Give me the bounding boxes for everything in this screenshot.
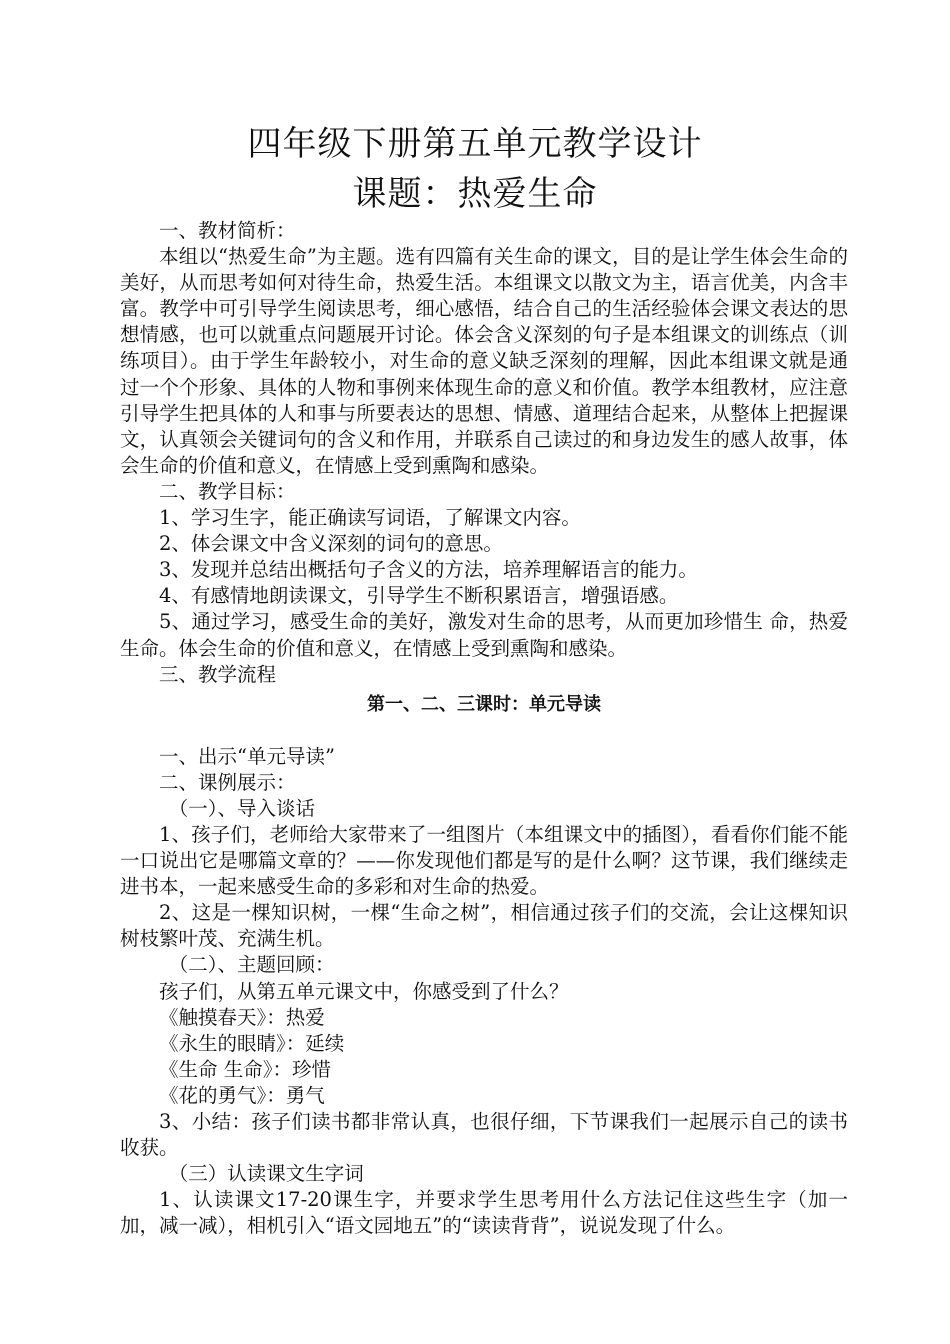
document-subtitle: 课题：热爱生命: [352, 174, 598, 214]
paragraph: 5、通过学习，感受生命的美好，激发对生命的思考，从而更加珍惜生 命，热爱生命。体会生命的价值和意义，在情感上受到熏陶和感染。: [120, 610, 848, 660]
paragraph: 《触摸春天》：热爱: [159, 1005, 325, 1029]
paragraph: 2、体会课文中含义深刻的词句的意思。: [159, 532, 503, 556]
paragraph: 3、小结：孩子们读书都非常认真，也很仔细，下节课我们一起展示自己的读书收获。: [120, 1110, 848, 1160]
paragraph: 3、发现并总结出概括句子含义的方法，培养理解语言的能力。: [159, 558, 698, 582]
section-heading: 一、出示“单元导读”: [159, 744, 335, 768]
paragraph: 1、孩子们，老师给大家带来了一组图片（本组课文中的插图），看看你们能不能一口说出它是哪篇文章的？——你发现他们都是写的是什么啊？这节课，我们继续走进书本，一起来感受生命的多彩和对生命的热爱。: [120, 822, 848, 899]
section-heading: 三、教学流程: [159, 662, 277, 686]
paragraph: 1、认读课文17-20课生字，并要求学生思考用什么方法记住这些生字（加一加，减一减），相机引入“语文园地五”的“读读背背”，说说发现了什么。: [120, 1188, 848, 1238]
paragraph: 《生命 生命》：珍惜: [159, 1057, 331, 1081]
paragraph: 1、学习生字，能正确读写词语，了解课文内容。: [159, 506, 581, 530]
lesson-title: 第一、二、三课时：单元导读: [367, 693, 601, 715]
paragraph: 2、这是一棵知识树，一棵“生命之树”，相信通过孩子们的交流，会让这棵知识树枝繁叶茂、充满生机。: [120, 901, 848, 951]
subsection-heading: （二）、主题回顾：: [168, 953, 335, 977]
section-heading: 二、课例展示：: [159, 770, 296, 794]
paragraph: 《花的勇气》：勇气: [159, 1083, 325, 1107]
document-title: 四年级下册第五单元教学设计: [247, 124, 703, 164]
document-body: [120, 218, 848, 1239]
subsection-heading: （三）认读课文生字词: [168, 1162, 364, 1186]
paragraph: 本组以“热爱生命”为主题。选有四篇有关生命的课文，目的是让学生体会生命的美好，从而思考如何对待生命，热爱生活。本组课文以散文为主，语言优美，内含丰富。教学中可引导学生阅读思考，细心感悟，结合自己的生活经验体会课文表达的思想情感，也可以就重点问题展开讨论。体会含义深刻的句子是本组课文的训练点（训练项目）。由于学生年龄较小，对生命的意义缺乏深刻的理解，因此本组课文就是通过一个个形象、具体的人物和事例来体现生命的意义和价值。教学本组教材，应注意引导学生把具体的人和事与所要表达的思想、情感、道理结合起来，从整体上把握课文，认真领会关键词句的含义和作用，并联系自己读过的和身边发生的感人故事，体会生命的价值和意义，在情感上受到熏陶和感染。: [120, 245, 848, 477]
paragraph: 孩子们，从第五单元课文中，你感受到了什么？: [159, 979, 569, 1003]
paragraph: 《永生的眼睛》：延续: [159, 1031, 345, 1055]
section-heading: 二、教学目标：: [159, 479, 296, 503]
section-heading: 一、教材简析：: [159, 219, 296, 242]
paragraph: 4、有感情地朗读课文，引导学生不断积累语言，增强语感。: [159, 584, 679, 608]
subsection-heading: （一）、导入谈话: [168, 796, 316, 820]
